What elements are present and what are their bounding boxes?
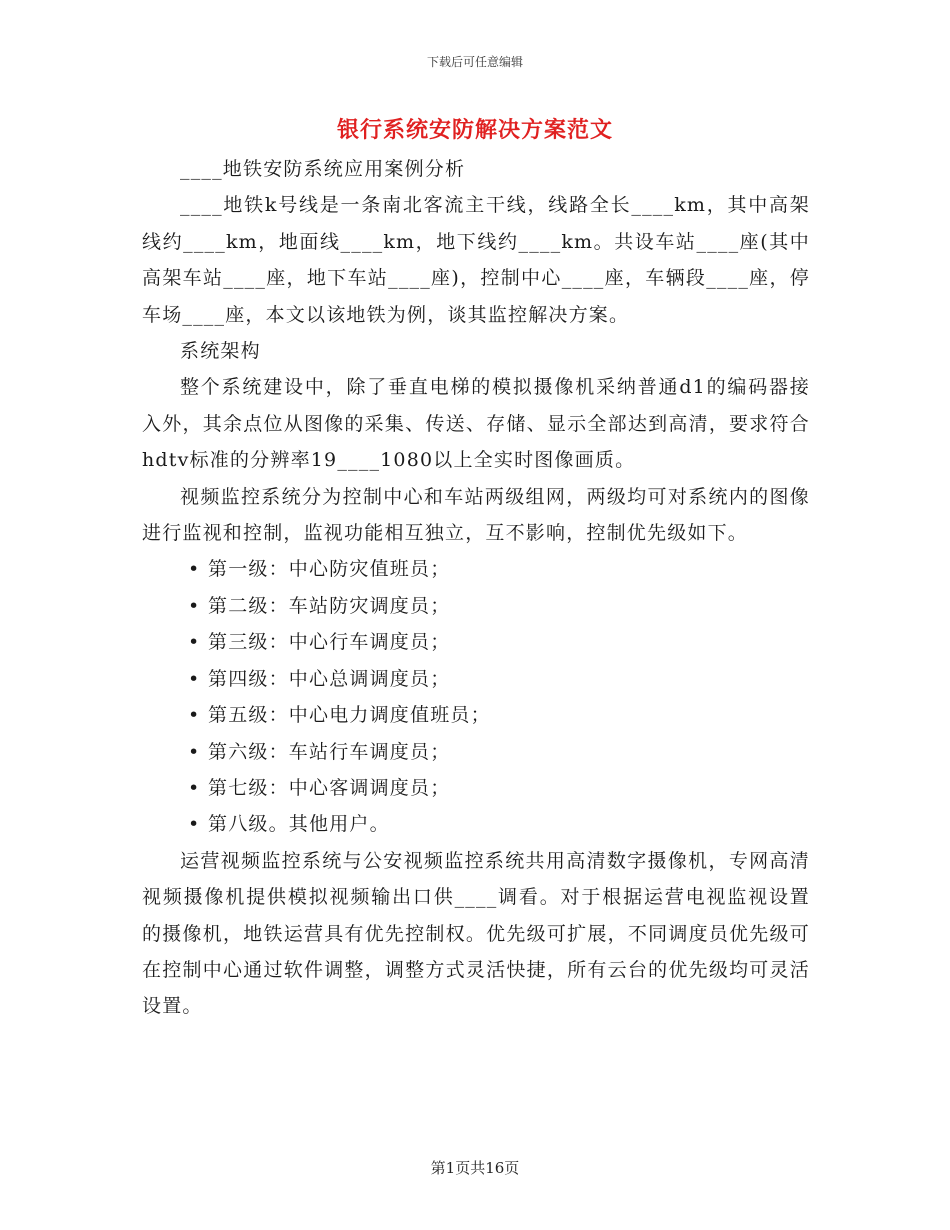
- list-item-text: 第四级：中心总调调度员；: [208, 667, 451, 690]
- paragraph-network: 视频监控系统分为控制中心和车站两级组网，两级均可对系统内的图像进行监视和控制，监视功能相互独立，互不影响，控制优先级如下。: [142, 485, 810, 545]
- list-item: [142, 806, 810, 842]
- bullet-icon: •: [188, 776, 201, 799]
- list-item: [142, 551, 810, 587]
- paragraph-architecture: 整个系统建设中，除了垂直电梯的模拟摄像机采纳普通d1的编码器接入外，其余点位从图像的采集、传送、存储、显示全部达到高清，要求符合hdtv标准的分辨率19____1080以上全实时图像画质。: [142, 376, 810, 472]
- list-item: [142, 661, 810, 697]
- document-body: [142, 151, 810, 1025]
- page-number: 第1页共16页: [430, 1159, 520, 1177]
- list-item: [142, 770, 810, 806]
- list-item-text: 第一级：中心防灾值班员；: [208, 558, 451, 581]
- list-item-text: 第二级：车站防灾调度员；: [208, 594, 451, 617]
- list-item-text: 第五级：中心电力调度值班员；: [208, 704, 491, 727]
- list-item-text: 第三级：中心行车调度员；: [208, 631, 451, 654]
- list-item: [142, 697, 810, 733]
- bullet-icon: •: [188, 740, 201, 763]
- header-note: 下载后可任意编辑: [426, 55, 523, 69]
- paragraph-line-intro: ____地铁k号线是一条南北客流主干线，线路全长____km，其中高架线约____km，地面线____km，地下线约____km。共设车站____座(其中高架车站____座，地下车站____座)，控制中心____座，车辆段____座，停车场____座，本文以该地铁为例，谈其监控解决方案。: [142, 194, 810, 326]
- bullet-icon: •: [188, 558, 201, 581]
- bullet-icon: •: [188, 594, 201, 617]
- list-item-text: 第七级：中心客调调度员；: [208, 776, 451, 799]
- list-item-text: 第八级。其他用户。: [208, 813, 390, 836]
- list-item-text: 第六级：车站行车调度员；: [208, 740, 451, 763]
- paragraph-operations: 运营视频监控系统与公安视频监控系统共用高清数字摄像机，专网高清视频摄像机提供模拟视频输出口供____调看。对于根据运营电视监视设置的摄像机，地铁运营具有优先控制权。优先级可扩展，不同调度员优先级可在控制中心通过软件调整，调整方式灵活快捷，所有云台的优先级均可灵活设置。: [142, 849, 810, 1018]
- document-title: 银行系统安防解决方案范文: [336, 117, 613, 143]
- paragraph-section-heading: 系统架构: [180, 340, 261, 363]
- paragraph-case-heading: ____地铁安防系统应用案例分析: [180, 158, 466, 180]
- list-item: [142, 624, 810, 660]
- list-item: [142, 588, 810, 624]
- bullet-icon: •: [188, 704, 201, 727]
- bullet-icon: •: [188, 631, 201, 654]
- list-item: [142, 734, 810, 770]
- bullet-icon: •: [188, 813, 201, 836]
- bullet-icon: •: [188, 667, 201, 690]
